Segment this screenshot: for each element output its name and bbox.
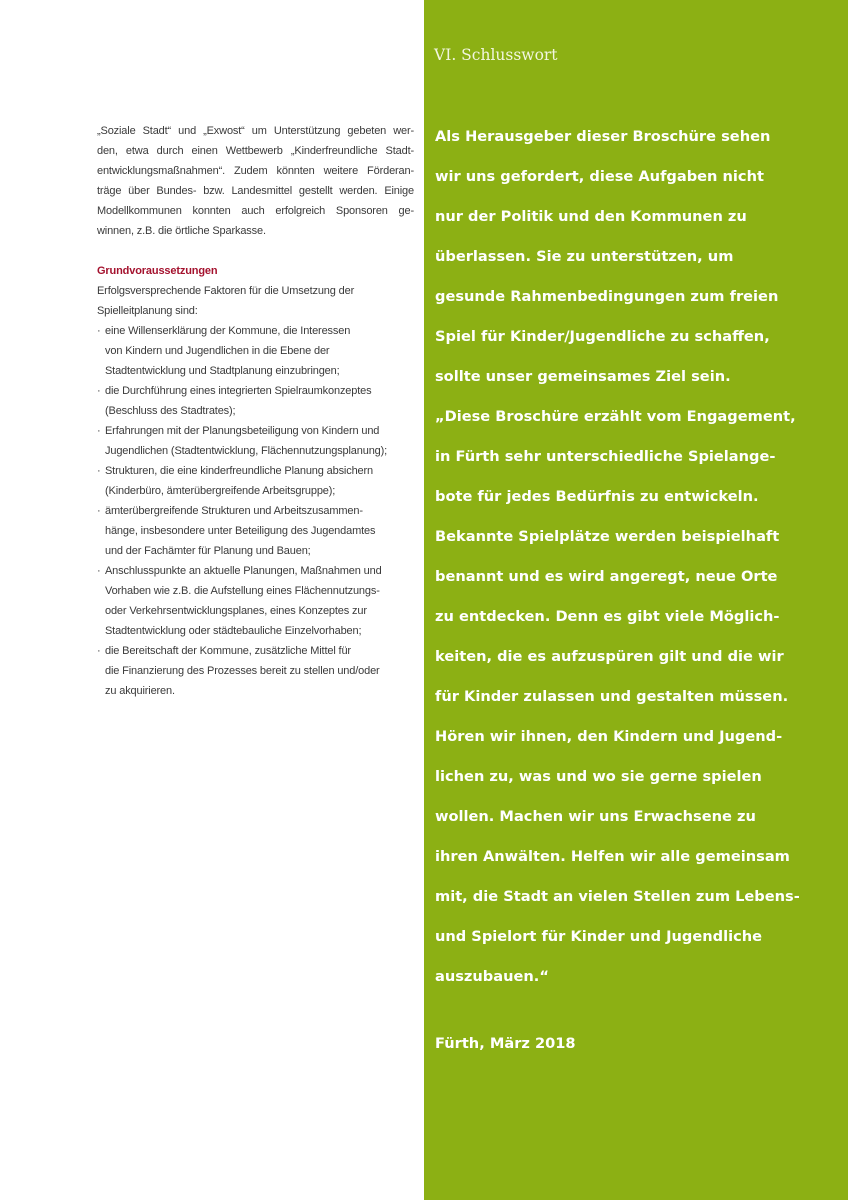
text-line: eine Willenserklärung der Kommune, die Interessen [105,325,351,337]
text-line: nur der Politik und den Kommunen zu [435,208,747,225]
text-line: entwicklungsmaßnahmen“. Zudem könnten weitere Förderan- [97,165,414,177]
bullet-icon: · [97,645,101,657]
lead-paragraph [97,281,414,321]
text-line: Erfahrungen mit der Planungsbeteiligung von Kindern und [105,425,380,437]
section-title: VI. Schlusswort [434,46,558,64]
bullet-icon: · [97,425,101,437]
text-line: ihren Anwälten. Helfen wir alle gemeinsam [435,848,790,865]
text-line: und Spielort für Kinder und Jugendliche [435,928,763,945]
text-line: wollen. Machen wir uns Erwachsene zu [435,808,756,825]
section-heading: Grundvoraussetzungen [97,265,218,277]
text-line: Strukturen, die eine kinderfreundliche Planung absichern [105,465,373,477]
list-item [97,641,414,701]
text-line: gesunde Rahmenbedingungen zum freien [435,288,779,305]
text-line: mit, die Stadt an vielen Stellen zum Lebens- [435,888,800,905]
text-line: sollte unser gemeinsames Ziel sein. [435,368,731,385]
bullet-line [97,461,414,481]
bullet-line [97,321,414,341]
bullet-line [97,561,414,581]
text-line: winnen, z.B. die örtliche Sparkasse. [97,225,266,237]
text-line: für Kinder zulassen und gestalten müssen. [435,688,789,705]
text-line: „Soziale Stadt“ und „Exwost“ um Unterstützung gebeten wer- [97,125,414,137]
text-line: keiten, die es aufzuspüren gilt und die wir [435,648,784,665]
list-item [97,321,414,381]
signature: Fürth, März 2018 [435,1035,576,1052]
text-line: zu akquirieren. [105,685,175,697]
list-item [97,561,414,641]
text-line: Spiel für Kinder/Jugendliche zu schaffen, [435,328,770,345]
left-column [97,121,414,701]
text-line: Spielleitplanung sind: [97,305,198,317]
text-line: zu entdecken. Denn es gibt viele Möglich- [435,608,780,625]
text-line: Hören wir ihnen, den Kindern und Jugend- [435,728,783,745]
text-line: bote für jedes Bedürfnis zu entwickeln. [435,488,759,505]
text-line: oder Verkehrsentwicklungsplanes, eines Konzeptes zur [105,605,367,617]
bullet-line [97,501,414,521]
text-line: Vorhaben wie z.B. die Aufstellung eines Flächennutzungs- [105,585,380,597]
list-item [97,421,414,461]
closing-text [435,117,800,997]
text-line: Stadtentwicklung oder städtebauliche Einzelvorhaben; [105,625,362,637]
text-line: Stadtentwicklung und Stadtplanung einzubringen; [105,365,340,377]
bullet-icon: · [97,465,101,477]
list-item [97,501,414,561]
bullet-icon: · [97,565,101,577]
bullet-icon: · [97,385,101,397]
text-line: in Fürth sehr unterschiedliche Spielange- [435,448,776,465]
text-line: träge über Bundes- bzw. Landesmittel gestellt werden. Einige [97,185,414,197]
text-line: Als Herausgeber dieser Broschüre sehen [435,128,771,145]
text-line: die Finanzierung des Prozesses bereit zu stellen und/oder [105,665,380,677]
text-line: (Kinderbüro, ämterübergreifende Arbeitsgruppe); [105,485,336,497]
bullet-line [97,421,414,441]
text-line: auszubauen.“ [435,968,549,985]
text-line: Jugendlichen (Stadtentwicklung, Flächennutzungsplanung); [105,445,388,457]
text-line: ämterübergreifende Strukturen und Arbeitszusammen- [105,505,363,517]
text-line: und der Fachämter für Planung und Bauen; [105,545,311,557]
list-item [97,461,414,501]
list-item [97,381,414,421]
text-line: lichen zu, was und wo sie gerne spielen [435,768,762,785]
text-line: überlassen. Sie zu unterstützen, um [435,248,734,265]
bullet-icon: · [97,505,101,517]
text-line: Erfolgsversprechende Faktoren für die Umsetzung der [97,285,355,297]
text-line: Bekannte Spielplätze werden beispielhaft [435,528,780,545]
text-line: die Durchführung eines integrierten Spielraumkonzeptes [105,385,372,397]
text-line: hänge, insbesondere unter Beteiligung des Jugendamtes [105,525,376,537]
text-line: Anschlusspunkte an aktuelle Planungen, Maßnahmen und [105,565,382,577]
text-line: wir uns gefordert, diese Aufgaben nicht [435,168,764,185]
text-line: den, etwa durch einen Wettbewerb „Kinderfreundliche Stadt- [97,145,414,157]
text-line: „Diese Broschüre erzählt vom Engagement, [435,408,796,425]
text-line: benannt und es wird angeregt, neue Orte [435,568,778,585]
text-line: die Bereitschaft der Kommune, zusätzliche Mittel für [105,645,351,657]
text-line: Modellkommunen konnten auch erfolgreich Sponsoren ge- [97,205,414,217]
text-line: (Beschluss des Stadtrates); [105,405,236,417]
bullet-list [97,321,414,701]
bullet-line [97,641,414,661]
intro-paragraph [97,121,414,241]
bullet-line [97,381,414,401]
text-line: von Kindern und Jugendlichen in die Ebene der [105,345,330,357]
bullet-icon: · [97,325,101,337]
